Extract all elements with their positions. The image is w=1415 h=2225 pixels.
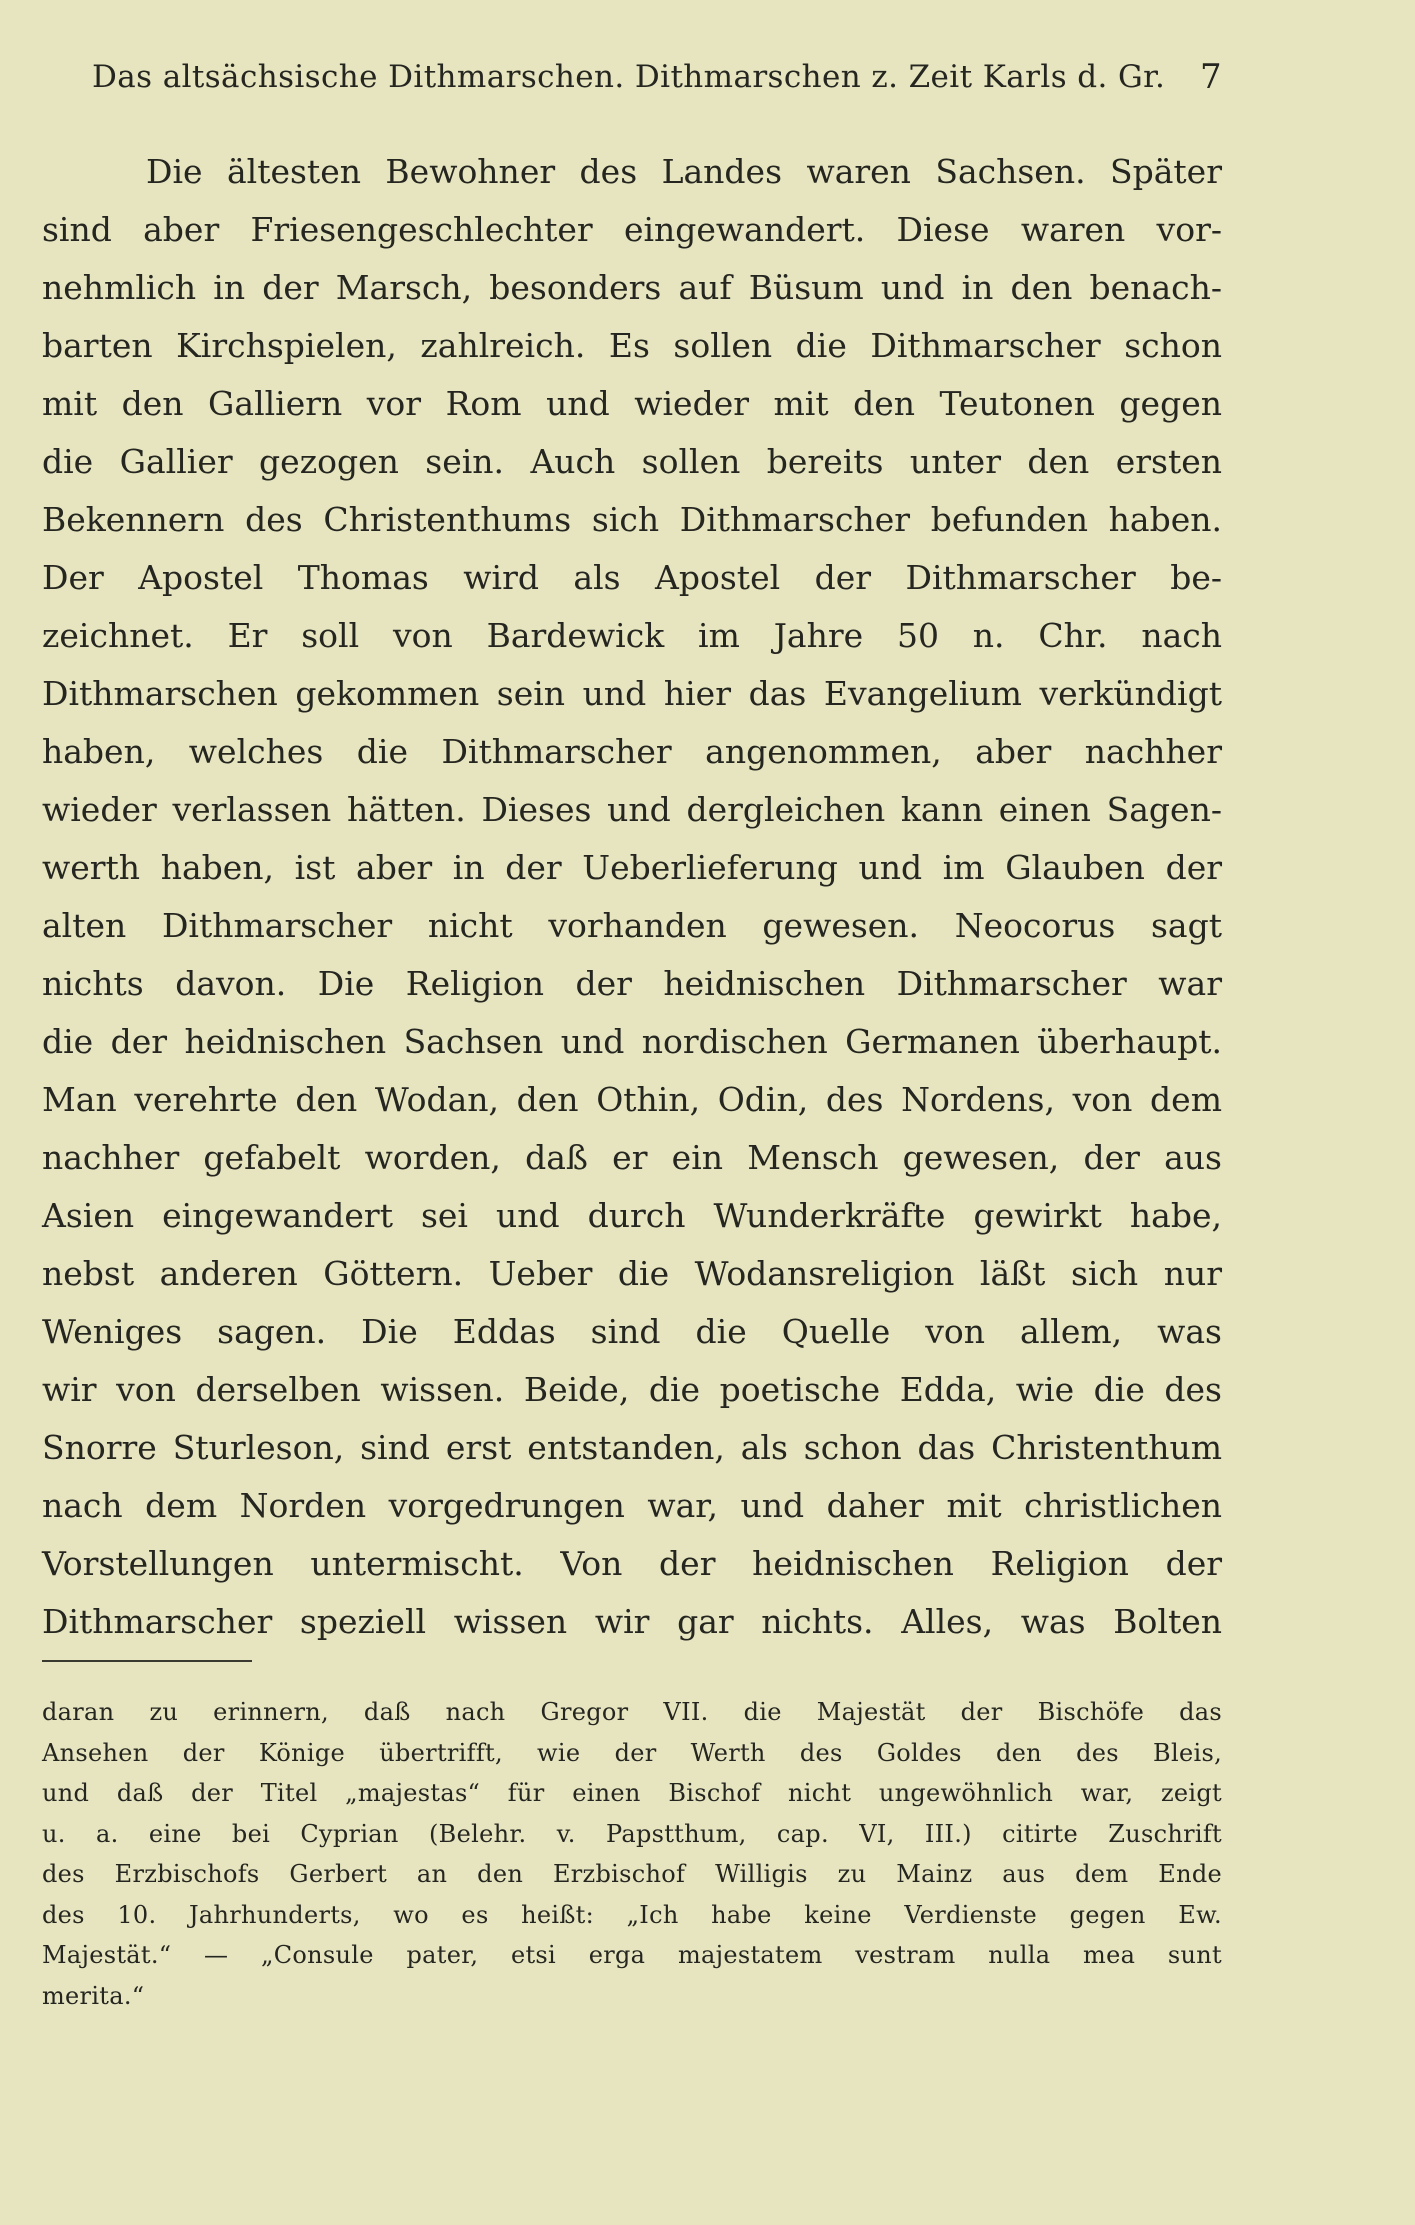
text-line: Bekennern des Christenthums sich Dithmarscher befunden haben. (42, 500, 1222, 539)
footnote-line: des Erzbischofs Gerbert an den Erzbischof Willigis zu Mainz aus dem Ende (42, 1860, 1222, 1888)
text-line: alten Dithmarscher nicht vorhanden gewesen. Neocorus sagt (42, 906, 1222, 945)
text-line: nach dem Norden vorgedrungen war, und daher mit christlichen (42, 1486, 1222, 1525)
text-line: nebst anderen Göttern. Ueber die Wodansreligion läßt sich nur (42, 1254, 1222, 1293)
text-line: Asien eingewandert sei und durch Wunderkräfte gewirkt habe, (42, 1196, 1222, 1235)
text-line: nachher gefabelt worden, daß er ein Mensch gewesen, der aus (42, 1138, 1222, 1177)
text-line: haben, welches die Dithmarscher angenommen, aber nachher (42, 732, 1222, 771)
text-line: zeichnet. Er soll von Bardewick im Jahre 50 n. Chr. nach (42, 616, 1222, 655)
page-number: 7 (1199, 57, 1222, 97)
text-line: wieder verlassen hätten. Dieses und dergleichen kann einen Sagen- (42, 790, 1222, 829)
text-line: werth haben, ist aber in der Ueberlieferung und im Glauben der (42, 848, 1222, 887)
text-line: wir von derselben wissen. Beide, die poetische Edda, wie die des (42, 1370, 1222, 1409)
body-text (42, 143, 1222, 1651)
text-line: Dithmarscher speziell wissen wir gar nichts. Alles, was Bolten (42, 1602, 1222, 1641)
footnote-line: und daß der Titel „majestas“ für einen Bischof nicht ungewöhnlich war, zeigt (42, 1779, 1222, 1807)
running-head-title: Das altsächsische Dithmarschen. Dithmarschen z. Zeit Karls d. Gr. (92, 59, 1166, 95)
footnote-line: u. a. eine bei Cyprian (Belehr. v. Papstthum, cap. VI, III.) citirte Zuschrift (42, 1819, 1222, 1848)
text-line: Der Apostel Thomas wird als Apostel der Dithmarscher be- (42, 558, 1222, 597)
text-line: mit den Galliern vor Rom und wieder mit den Teutonen gegen (42, 384, 1222, 423)
text-line: nehmlich in der Marsch, besonders auf Büsum und in den benach- (42, 268, 1222, 307)
text-line: Weniges sagen. Die Eddas sind die Quelle von allem, was (42, 1312, 1222, 1351)
running-head (92, 52, 1222, 102)
text-line: barten Kirchspielen, zahlreich. Es sollen die Dithmarscher schon (42, 326, 1222, 365)
text-line: Vorstellungen untermischt. Von der heidnischen Religion der (42, 1544, 1222, 1583)
footnote-line: daran zu erinnern, daß nach Gregor VII. die Majestät der Bischöfe das (42, 1698, 1222, 1726)
text-line: Man verehrte den Wodan, den Othin, Odin, des Nordens, von dem (42, 1080, 1222, 1119)
text-line: Snorre Sturleson, sind erst entstanden, als schon das Christenthum (42, 1428, 1222, 1467)
text-line: Die ältesten Bewohner des Landes waren Sachsen. Später (146, 152, 1222, 191)
footnote-line: Ansehen der Könige übertrifft, wie der Werth des Goldes den des Bleis, (42, 1738, 1222, 1767)
footnote-line: des 10. Jahrhunderts, wo es heißt: „Ich habe keine Verdienste gegen Ew. (42, 1900, 1222, 1929)
footnote (42, 1692, 1222, 2016)
footnote-line: Majestät.“ — „Consule pater, etsi erga majestatem vestram nulla mea sunt (42, 1941, 1222, 1969)
footnote-divider (42, 1660, 252, 1662)
text-line: Dithmarschen gekommen sein und hier das Evangelium verkündigt (42, 674, 1222, 713)
footnote-line: merita.“ (42, 1981, 145, 2010)
text-line: sind aber Friesengeschlechter eingewandert. Diese waren vor- (42, 210, 1222, 249)
text-line: die der heidnischen Sachsen und nordischen Germanen überhaupt. (42, 1022, 1222, 1061)
text-line: nichts davon. Die Religion der heidnischen Dithmarscher war (42, 964, 1222, 1003)
text-line: die Gallier gezogen sein. Auch sollen bereits unter den ersten (42, 442, 1222, 481)
